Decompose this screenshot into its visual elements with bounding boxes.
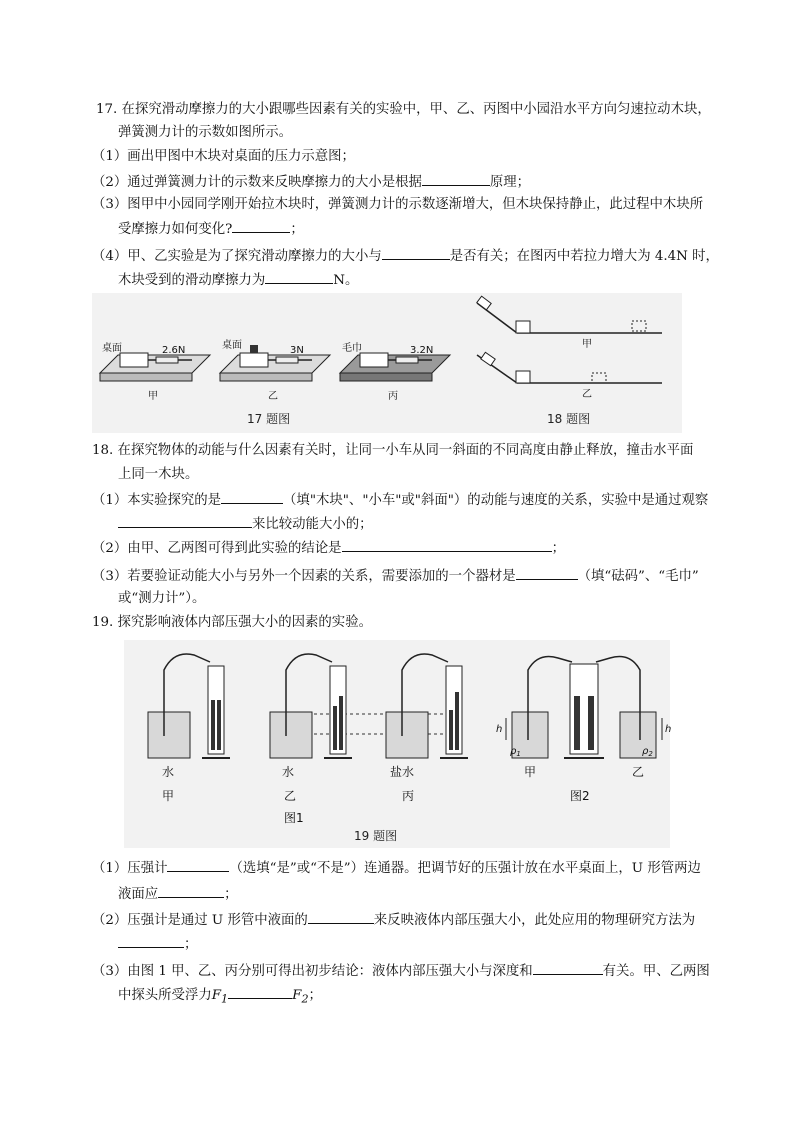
surface-label: 桌面 bbox=[222, 340, 242, 351]
q17-part3-text-c: ； bbox=[290, 222, 304, 237]
q17-stem-line1: 17. 在探究滑动摩擦力的大小跟哪些因素有关的实验中，甲、乙、丙图中小园沿水平方向匀速拉动木块， bbox=[96, 102, 711, 117]
q17-stem-line2: 弹簧测力计的示数如图所示。 bbox=[118, 125, 293, 140]
panel-label: 乙 bbox=[582, 389, 592, 400]
fig18-caption: 18 题图 bbox=[547, 412, 591, 426]
q17-part2-text-b: 原理； bbox=[489, 175, 531, 190]
q19-part1-text-b: （选填“是”或“不是”）连通器。把调节好的压强计放在水平桌面上，U 形管两边 bbox=[229, 861, 701, 876]
answer-blank[interactable] bbox=[265, 270, 333, 284]
panel-label: 丙 bbox=[388, 391, 398, 402]
fig19-caption: 19 题图 bbox=[354, 829, 398, 843]
q18-part3-text-a: （3）若要验证动能大小与另外一个因素的关系，需要添加的一个器材是 bbox=[92, 569, 516, 584]
q17-part4-text-b: 是否有关；在图丙中若拉力增大为 4.4N 时， bbox=[449, 249, 719, 264]
q17-part3-text-b: 受摩擦力如何变化? bbox=[118, 222, 233, 237]
q18-part2-text-a: （2）由甲、乙两图可得到此实验的结论是 bbox=[92, 541, 342, 556]
liquid-label: 盐水 bbox=[390, 765, 415, 779]
beaker bbox=[386, 712, 428, 758]
q17-part3-line1: （3）图甲中小园同学刚开始拉木块时，弹簧测力计的示数逐渐增大，但木块保持静止，此过程中木块所 bbox=[92, 197, 704, 212]
figure-19 bbox=[124, 640, 670, 848]
q19-part3-text-b: 有关。甲、乙两图 bbox=[602, 964, 710, 979]
density-label-left: $\rho_1$ bbox=[510, 746, 521, 758]
fig17-caption: 17 题图 bbox=[247, 412, 291, 426]
answer-blank[interactable] bbox=[533, 961, 603, 975]
q19-stem: 19. 探究影响液体内部压强大小的因素的实验。 bbox=[92, 615, 372, 630]
q17-part4-text-c: 木块受到的滑动摩擦力为 bbox=[118, 273, 266, 288]
q18-part1-line2 bbox=[118, 514, 373, 534]
q18-part1-line1 bbox=[92, 490, 708, 510]
q18-stem-line2: 上同一木块。 bbox=[118, 467, 199, 482]
q19-part2-text-b: 来反映液体内部压强大小，此处应用的物理研究方法为 bbox=[373, 913, 696, 928]
u-tube-manometer bbox=[330, 666, 346, 754]
answer-blank[interactable] bbox=[342, 538, 552, 552]
q19-part2-line1 bbox=[92, 910, 695, 930]
q19-part1-text-c: 液面应 bbox=[118, 887, 159, 902]
wooden-block bbox=[516, 321, 530, 333]
figure-17-18 bbox=[92, 293, 682, 433]
surface-label: 毛巾 bbox=[342, 343, 362, 354]
answer-blank[interactable] bbox=[308, 910, 374, 924]
answer-blank[interactable] bbox=[158, 884, 224, 898]
q19-part1-text-a: （1）压强计 bbox=[92, 861, 168, 876]
answer-blank[interactable] bbox=[118, 514, 252, 528]
q18-part3-text-b: （填“砝码”、“毛巾” bbox=[577, 569, 699, 584]
q18-stem-line1: 18. 在探究物体的动能与什么因素有关时，让同一小车从同一斜面的不同高度由静止释放，撞击水平面 bbox=[92, 443, 694, 458]
q18-part1-text-b: （填"木块"、"小车"或"斜面"）的动能与速度的关系，实验中是通过观察 bbox=[283, 493, 709, 508]
wooden-block bbox=[240, 353, 268, 367]
q18-part1-text-c: 来比较动能大小的； bbox=[252, 517, 373, 532]
fig1-label: 图1 bbox=[284, 811, 304, 825]
fig2-label: 图2 bbox=[570, 789, 590, 803]
density-label-right: $\rho_2$ bbox=[642, 746, 653, 758]
q19-part1-line1 bbox=[92, 858, 701, 878]
beaker bbox=[148, 712, 190, 758]
beaker bbox=[270, 712, 312, 758]
q19-part2-text-a: （2）压强计是通过 U 形管中液面的 bbox=[92, 913, 308, 928]
panel-label: 丙 bbox=[402, 789, 415, 803]
q19-part3-line1 bbox=[92, 961, 710, 981]
q19-part2-text-c: ； bbox=[184, 937, 198, 952]
wooden-block bbox=[360, 353, 388, 367]
q17-part3-line2 bbox=[118, 219, 304, 239]
q19-part3-text-a: （3）由图 1 甲、乙、丙分别可得出初步结论：液体内部压强大小与深度和 bbox=[92, 964, 533, 979]
q19-part2-line2 bbox=[118, 934, 197, 954]
variable-f2: $F_2$ bbox=[292, 988, 309, 1006]
depth-label-right: h bbox=[665, 724, 672, 735]
panel-label: 甲 bbox=[524, 765, 537, 779]
wooden-block bbox=[516, 371, 530, 383]
answer-blank[interactable] bbox=[232, 219, 290, 233]
liquid-label: 水 bbox=[162, 765, 175, 779]
q19-part1-text-d: ； bbox=[224, 887, 238, 902]
surface-label: 桌面 bbox=[102, 343, 122, 354]
variable-f1: $F_1$ bbox=[211, 988, 229, 1006]
q18-part3-line1 bbox=[92, 566, 699, 586]
q17-part2-text-a: （2）通过弹簧测力计的示数来反映摩擦力的大小是根据 bbox=[92, 175, 422, 190]
q17-part4-text-d: N。 bbox=[333, 273, 359, 288]
u-tube-manometer bbox=[446, 666, 462, 754]
force-label: 2.6N bbox=[162, 345, 186, 356]
q18-part2 bbox=[92, 538, 565, 558]
answer-blank[interactable] bbox=[167, 858, 229, 872]
panel-label: 甲 bbox=[162, 789, 175, 803]
q19-part3-end: ； bbox=[308, 988, 322, 1003]
panel-label: 甲 bbox=[582, 339, 592, 350]
q17-part4-line2 bbox=[118, 270, 358, 290]
answer-blank[interactable] bbox=[118, 934, 184, 948]
q19-part3-line2 bbox=[118, 985, 322, 1009]
q19-part1-line2 bbox=[118, 884, 238, 904]
q18-part3-line2: 或“测力计”）。 bbox=[118, 591, 206, 606]
wooden-block bbox=[120, 353, 148, 367]
answer-blank[interactable] bbox=[516, 566, 578, 580]
q17-part4-text-a: （4）甲、乙实验是为了探究滑动摩擦力的大小与 bbox=[92, 249, 382, 264]
panel-label: 乙 bbox=[632, 765, 645, 779]
q17-part4-line1 bbox=[92, 246, 719, 266]
answer-blank[interactable] bbox=[221, 490, 283, 504]
q17-part1: （1）画出甲图中木块对桌面的压力示意图； bbox=[92, 149, 355, 164]
answer-blank[interactable] bbox=[382, 246, 450, 260]
q17-part2 bbox=[92, 172, 530, 192]
q18-part2-text-b: ； bbox=[551, 541, 565, 556]
q19-part3-text-c: 中探头所受浮力 bbox=[118, 988, 212, 1003]
answer-blank[interactable] bbox=[228, 985, 292, 999]
liquid-label: 水 bbox=[282, 765, 295, 779]
depth-label-left: h bbox=[496, 724, 503, 735]
panel-label: 乙 bbox=[284, 789, 297, 803]
weight-icon bbox=[250, 345, 258, 353]
panel-label: 甲 bbox=[148, 391, 158, 402]
force-label: 3.2N bbox=[410, 345, 434, 356]
force-label: 3N bbox=[290, 345, 304, 356]
answer-blank[interactable] bbox=[422, 172, 490, 186]
q18-part1-text-a: （1）本实验探究的是 bbox=[92, 493, 222, 508]
u-tube-manometer bbox=[208, 666, 224, 754]
panel-label: 乙 bbox=[268, 391, 278, 402]
